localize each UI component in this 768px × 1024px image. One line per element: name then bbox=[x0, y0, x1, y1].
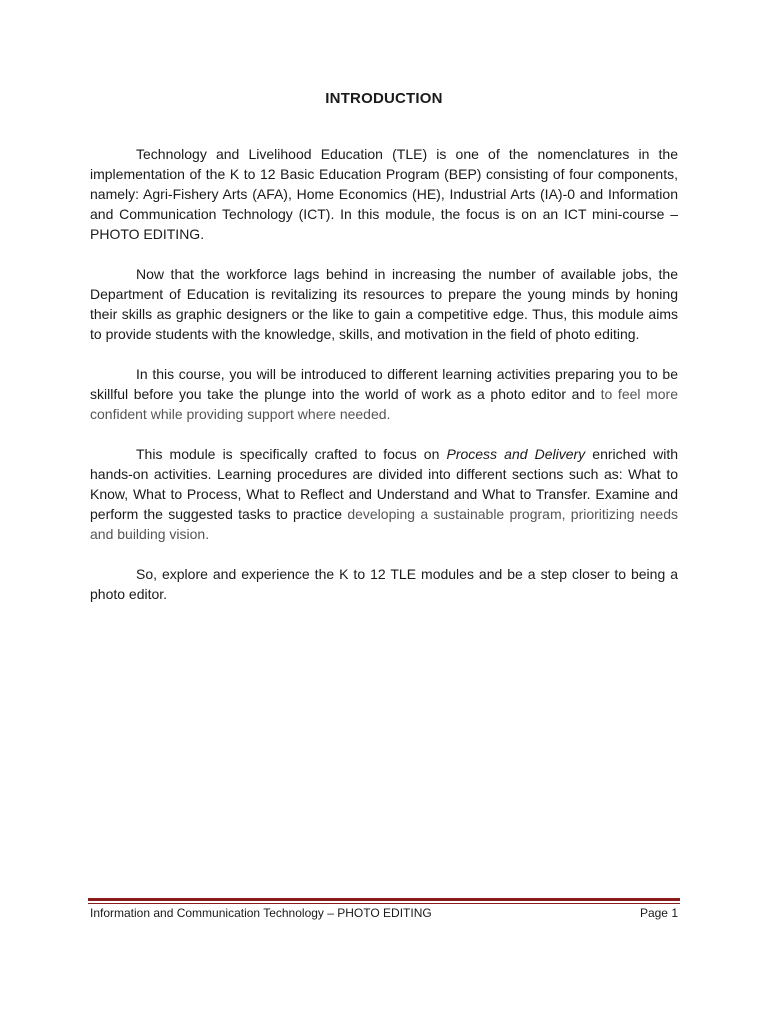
footer-module-title: Information and Communication Technology – PHOTO EDITING bbox=[90, 906, 432, 920]
page-title: INTRODUCTION bbox=[325, 90, 443, 107]
paragraph-1: Technology and Livelihood Education (TLE) is one of the nomenclatures in the implementation of the K to 12 Basic Education Program (BEP) consisting of four components, namely: Agri-Fishery Arts (AFA), Home Economics (HE), Industrial Arts (IA)-0 and Information and Communication Technology (ICT). In this module, the focus is on an ICT mini-course – PHOTO EDITING. bbox=[90, 146, 678, 242]
paragraph-3-muted-text: to feel more confident while providing support where needed. bbox=[90, 386, 678, 422]
paragraph-2: Now that the workforce lags behind in increasing the number of available jobs, the Department of Education is revitalizing its resources to prepare the young minds by honing their skills as graphic designers or the like to gain a competitive edge. Thus, this module aims to provide students with the knowledge, skills, and motivation in the field of photo editing. bbox=[90, 266, 678, 342]
paragraph-4-muted-text: developing a sustainable program, prioritizing needs and building vision. bbox=[90, 506, 679, 542]
paragraph-4-text-cont: enriched with hands-on activities. Learning procedures are divided into different sections such as: What to Know, What to Process, What to Reflect and Understand and What to Transfer. Examine and perform the suggested tasks to practice bbox=[90, 446, 678, 522]
paragraph-4-emphasis: Process and Delivery bbox=[446, 446, 586, 462]
footer-rule-thin bbox=[88, 903, 680, 904]
paragraph-5: So, explore and experience the K to 12 TLE modules and be a step closer to being a photo editor. bbox=[90, 566, 678, 602]
page-number: Page 1 bbox=[639, 906, 678, 920]
paragraph-4 bbox=[90, 444, 678, 544]
paragraph-3-text: In this course, you will be introduced to different learning activities preparing you to be skillful before you take the plunge into the world of work as a photo editor and bbox=[90, 366, 678, 402]
footer-rule bbox=[88, 898, 680, 901]
paragraph-3 bbox=[90, 364, 678, 424]
body-text bbox=[90, 144, 678, 624]
paragraph-4-text: This module is specifically crafted to focus on bbox=[136, 446, 447, 462]
